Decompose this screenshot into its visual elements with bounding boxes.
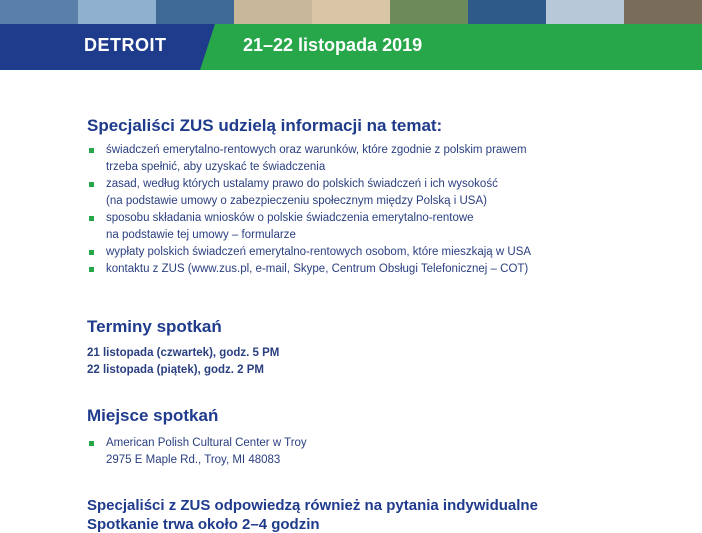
bullet-square-icon	[89, 441, 94, 446]
place-name: American Polish Cultural Center w Troy	[106, 437, 307, 449]
topic-line-1: świadczeń emerytalno-rentowych oraz warunków, które zgodnie z polskim prawem	[106, 144, 527, 156]
photo-9	[624, 0, 702, 24]
photo-1	[0, 0, 78, 24]
bullet-square-icon	[89, 216, 94, 221]
photo-5	[312, 0, 390, 24]
photo-4	[234, 0, 312, 24]
list-item	[87, 261, 647, 278]
bullet-square-icon	[89, 250, 94, 255]
meetings-title: Terminy spotkań	[87, 317, 222, 336]
list-item	[87, 176, 647, 210]
event-dates: 21–22 listopada 2019	[243, 35, 423, 55]
list-item	[87, 244, 647, 261]
topic-line-1: wypłaty polskich świadczeń emerytalno-rentowych osobom, które mieszkają w USA	[106, 246, 532, 258]
photo-6	[390, 0, 468, 24]
event-city: DETROIT	[84, 35, 167, 55]
list-item	[87, 435, 647, 469]
meeting-date-2: 22 listopada (piątek), godz. 2 PM	[87, 364, 265, 376]
header-photo-strip	[0, 0, 702, 24]
topic-line-1: kontaktu z ZUS (www.zus.pl, e-mail, Skype, Centrum Obsługi Telefonicznej – COT)	[106, 263, 529, 275]
place-list	[87, 435, 647, 469]
bullet-square-icon	[89, 267, 94, 272]
meeting-date-1: 21 listopada (czwartek), godz. 5 PM	[87, 347, 280, 359]
topics-title: Specjaliści ZUS udzielą informacji na temat:	[87, 116, 443, 135]
topics-list	[87, 142, 647, 278]
topic-line-2: trzeba spełnić, aby uzyskać te świadczenia	[106, 161, 326, 173]
place-address: 2975 E Maple Rd., Troy, MI 48083	[106, 454, 281, 466]
photo-8	[546, 0, 624, 24]
topic-line-2: na podstawie tej umowy – formularze	[106, 229, 296, 241]
bullet-square-icon	[89, 148, 94, 153]
list-item	[87, 210, 647, 244]
photo-3	[156, 0, 234, 24]
topic-line-1: zasad, według których ustalamy prawo do polskich świadczeń i ich wysokość	[106, 178, 498, 190]
list-item	[87, 142, 647, 176]
meetings-dates	[87, 345, 279, 379]
bullet-square-icon	[89, 182, 94, 187]
footer-subtitle: Spotkanie trwa około 2–4 godzin	[87, 516, 320, 533]
photo-2	[78, 0, 156, 24]
topic-line-1: sposobu składania wniosków o polskie świadczenia emerytalno-rentowe	[106, 212, 474, 224]
place-title: Miejsce spotkań	[87, 406, 219, 425]
topic-line-2: (na podstawie umowy o zabezpieczeniu społecznym między Polską i USA)	[106, 195, 487, 207]
footer-title: Specjaliści z ZUS odpowiedzą również na pytania indywidualne	[87, 497, 538, 514]
header-band	[0, 24, 702, 70]
photo-7	[468, 0, 546, 24]
